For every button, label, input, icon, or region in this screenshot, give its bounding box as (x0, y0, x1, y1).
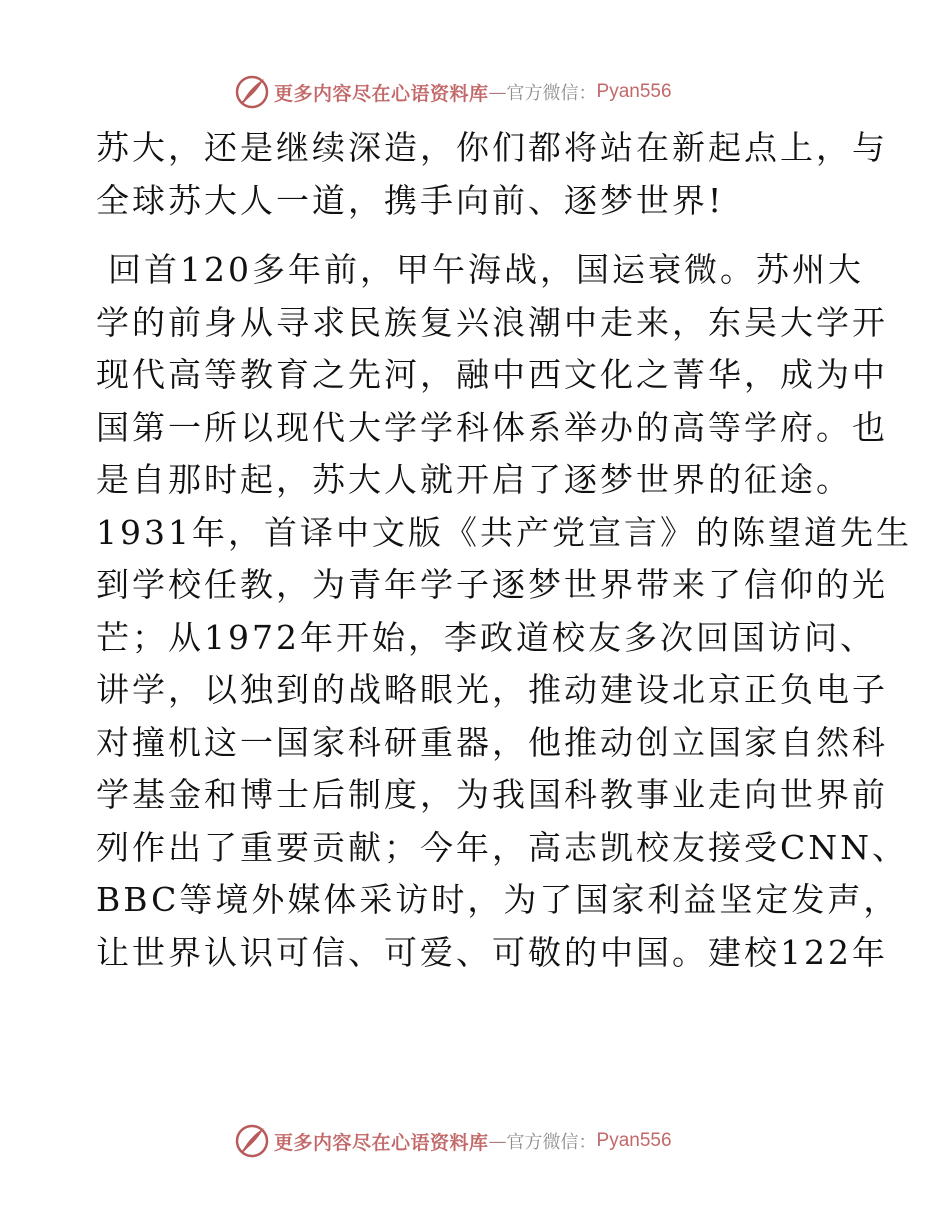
watermark-dash: — (488, 81, 507, 103)
text-line: 对撞机这一国家科研重器，他推动创立国家自然科 (96, 722, 888, 762)
watermark-wechat-id: Pyan556 (596, 1130, 672, 1151)
feather-quill-logo-icon (234, 1123, 270, 1159)
text-line: 现代高等教育之先河，融中西文化之菁华，成为中 (96, 355, 888, 394)
text-line: 全球苏大人一道，携手向前、逐梦世界! (96, 180, 725, 220)
text-line: 国第一所以现代大学学科体系举办的高等学府。也 (96, 407, 888, 447)
text-line: 让世界认识可信、可爱、可敬的中国。建校122年 (96, 932, 888, 972)
watermark-wechat-id: Pyan556 (596, 81, 672, 102)
text-line: 1931年，首译中文版《共产党宣言》的陈望道先生 (96, 512, 912, 552)
paragraph-1 (96, 122, 888, 227)
document-body (96, 122, 912, 979)
watermark-footer (234, 1121, 714, 1161)
watermark-main-text: 更多内容尽在心语资料库 (274, 1131, 489, 1154)
text-line: BBC等境外媒体采访时，为了国家利益坚定发声， (96, 880, 900, 919)
watermark-dash: — (488, 1130, 507, 1152)
text-line: 回首120多年前，甲午海战，国运衰微。苏州大 (108, 250, 864, 289)
text-line: 是自那时起，苏大人就开启了逐梦世界的征途。 (96, 460, 852, 499)
text-line: 列作出了重要贡献；今年，高志凯校友接受CNN、 (96, 827, 908, 867)
text-line: 到学校任教，为青年学子逐梦世界带来了信仰的光 (96, 565, 888, 604)
feather-quill-logo-icon (234, 74, 270, 110)
text-line: 芒；从1972年开始，李政道校友多次回国访问、 (96, 617, 876, 657)
watermark-wechat-label: 官方微信： (506, 1132, 597, 1153)
watermark-main-text: 更多内容尽在心语资料库 (274, 82, 489, 105)
text-line: 讲学，以独到的战略眼光，推动建设北京正负电子 (96, 670, 888, 709)
paragraph-2 (96, 244, 912, 979)
text-line: 学的前身从寻求民族复兴浪潮中走来，东吴大学开 (96, 302, 888, 342)
watermark-wechat-label: 官方微信： (506, 83, 597, 104)
text-line: 学基金和博士后制度，为我国科教事业走向世界前 (96, 775, 888, 814)
text-line: 苏大，还是继续深造，你们都将站在新起点上，与 (96, 128, 888, 167)
watermark-header (234, 72, 714, 112)
